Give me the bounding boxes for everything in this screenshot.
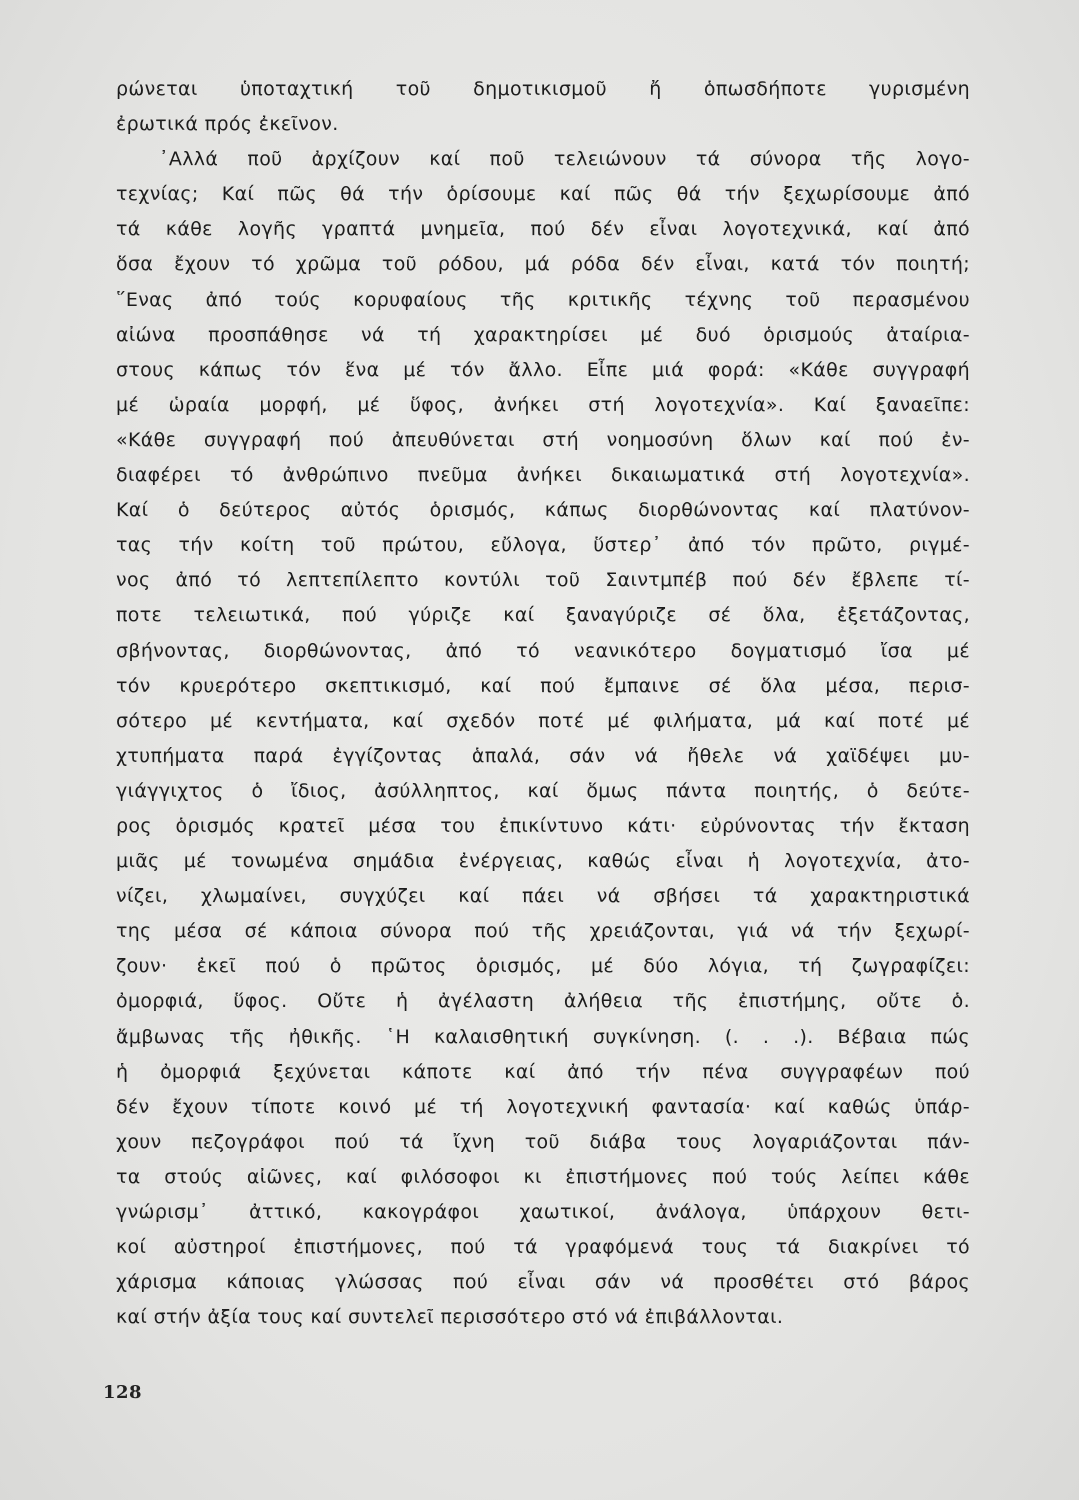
text-line: μέ ὡραία μορφή, μέ ὕφος, ἀνήκει στή λογοτεχνία». Καί ξαναεῖπε:	[116, 393, 970, 416]
text-line: ἄμβωνας τῆς ἠθικῆς. ῾Η καλαισθητική συγκίνηση. (. . .). Βέβαια πώς	[116, 1025, 970, 1048]
text-line: «Κάθε συγγραφή πού ἀπευθύνεται στή νοημοσύνη ὅλων καί πού ἐν-	[116, 428, 970, 451]
text-line: τόν κρυερότερο σκεπτικισμό, καί πού ἔμπαινε σέ ὅλα μέσα, περισ-	[116, 674, 970, 697]
body-text	[116, 72, 970, 1335]
text-line: χτυπήματα παρά ἐγγίζοντας ἁπαλά, σάν νά ἤθελε νά χαϊδέψει μυ-	[116, 744, 970, 767]
text-line: γνώρισμ᾿ ἀττικό, κακογράφοι χαωτικοί, ἀνάλογα, ὑπάρχουν θετι-	[116, 1201, 970, 1223]
text-line: ρώνεται ὑποταχτική τοῦ δημοτικισμοῦ ἤ ὁπωσδήποτε γυρισμένη	[116, 78, 970, 100]
text-line: καί στήν ἀξία τους καί συντελεῖ περισσότερο στό νά ἐπιβάλλονται.	[116, 1306, 784, 1329]
text-line: νος ἀπό τό λεπτεπίλεπτο κοντύλι τοῦ Σαιντμπέβ πού δέν ἔβλεπε τί-	[116, 569, 970, 592]
text-line: τα στούς αἰῶνες, καί φιλόσοφοι κι ἐπιστήμονες πού τούς λείπει κάθε	[116, 1165, 970, 1188]
text-line: ρος ὁρισμός κρατεῖ μέσα του ἐπικίντυνο κάτι· εὐρύνοντας τήν ἔκταση	[116, 814, 970, 837]
text-line: στους κάπως τόν ἕνα μέ τόν ἄλλο. Εἶπε μιά φορά: «Κάθε συγγραφή	[116, 358, 970, 381]
text-line: ἐρωτικά πρός ἐκεῖνον.	[116, 113, 339, 136]
text-line: νίζει, χλωμαίνει, συγχύζει καί πάει νά σβήσει τά χαρακτηριστικά	[116, 885, 970, 908]
text-line: διαφέρει τό ἀνθρώπινο πνεῦμα ἀνήκει δικαιωματικά στή λογοτεχνία».	[116, 464, 970, 487]
text-line: τας τήν κοίτη τοῦ πρώτου, εὔλογα, ὕστερ᾿ ἀπό τόν πρῶτο, ριγμέ-	[116, 534, 970, 557]
text-line: σότερο μέ κεντήματα, καί σχεδόν ποτέ μέ φιλήματα, μά καί ποτέ μέ	[116, 709, 970, 732]
text-line: χουν πεζογράφοι πού τά ἴχνη τοῦ διάβα τους λογαριάζονται πάν-	[116, 1130, 970, 1153]
text-line: ῞Ενας ἀπό τούς κορυφαίους τῆς κριτικῆς τέχνης τοῦ περασμένου	[116, 288, 970, 311]
text-line: τεχνίας; Καί πῶς θά τήν ὁρίσουμε καί πῶς θά τήν ξεχωρίσουμε ἀπό	[116, 183, 970, 206]
text-line: Καί ὁ δεύτερος αὐτός ὁρισμός, κάπως διορθώνοντας καί πλατύνον-	[116, 499, 970, 522]
text-line: ᾿Αλλά ποῦ ἀρχίζουν καί ποῦ τελειώνουν τά σύνορα τῆς λογο-	[159, 148, 970, 171]
text-line: αἰώνα προσπάθησε νά τή χαρακτηρίσει μέ δυό ὁρισμούς ἀταίρια-	[116, 323, 970, 346]
text-line: σβήνοντας, διορθώνοντας, ἀπό τό νεανικότερο δογματισμό ἴσα μέ	[116, 639, 970, 662]
text-line: ποτε τελειωτικά, πού γύριζε καί ξαναγύριζε σέ ὅλα, ἐξετάζοντας,	[116, 604, 970, 627]
text-line: της μέσα σέ κάποια σύνορα πού τῆς χρειάζονται, γιά νά τήν ξεχωρί-	[116, 920, 970, 943]
text-line: δέν ἔχουν τίποτε κοινό μέ τή λογοτεχνική φαντασία· καί καθώς ὑπάρ-	[116, 1095, 970, 1118]
text-line: χάρισμα κάποιας γλώσσας πού εἶναι σάν νά προσθέτει στό βάρος	[116, 1271, 970, 1294]
text-line: τά κάθε λογῆς γραπτά μνημεῖα, πού δέν εἶναι λογοτεχνικά, καί ἀπό	[116, 218, 970, 241]
text-line: ἡ ὀμορφιά ξεχύνεται κάποτε καί ἀπό τήν πένα συγγραφέων πού	[116, 1060, 970, 1083]
text-line: ζουν· ἐκεῖ πού ὁ πρῶτος ὁρισμός, μέ δύο λόγια, τή ζωγραφίζει:	[116, 955, 970, 978]
text-line: ὀμορφιά, ὕφος. Οὔτε ἡ ἀγέλαστη ἀλήθεια τῆς ἐπιστήμης, οὔτε ὁ.	[116, 990, 970, 1013]
page-number: 128	[103, 1382, 143, 1403]
text-line: μιᾶς μέ τονωμένα σημάδια ἐνέργειας, καθώς εἶναι ἡ λογοτεχνία, ἀτο-	[116, 850, 970, 873]
text-line: ὅσα ἔχουν τό χρῶμα τοῦ ρόδου, μά ρόδα δέν εἶναι, κατά τόν ποιητή;	[116, 253, 970, 276]
text-line: κοί αὐστηροί ἐπιστήμονες, πού τά γραφόμενά τους τά διακρίνει τό	[116, 1236, 970, 1259]
text-line: γιάγγιχτος ὁ ἴδιος, ἀσύλληπτος, καί ὅμως πάντα ποιητής, ὁ δεύτε-	[116, 779, 970, 802]
